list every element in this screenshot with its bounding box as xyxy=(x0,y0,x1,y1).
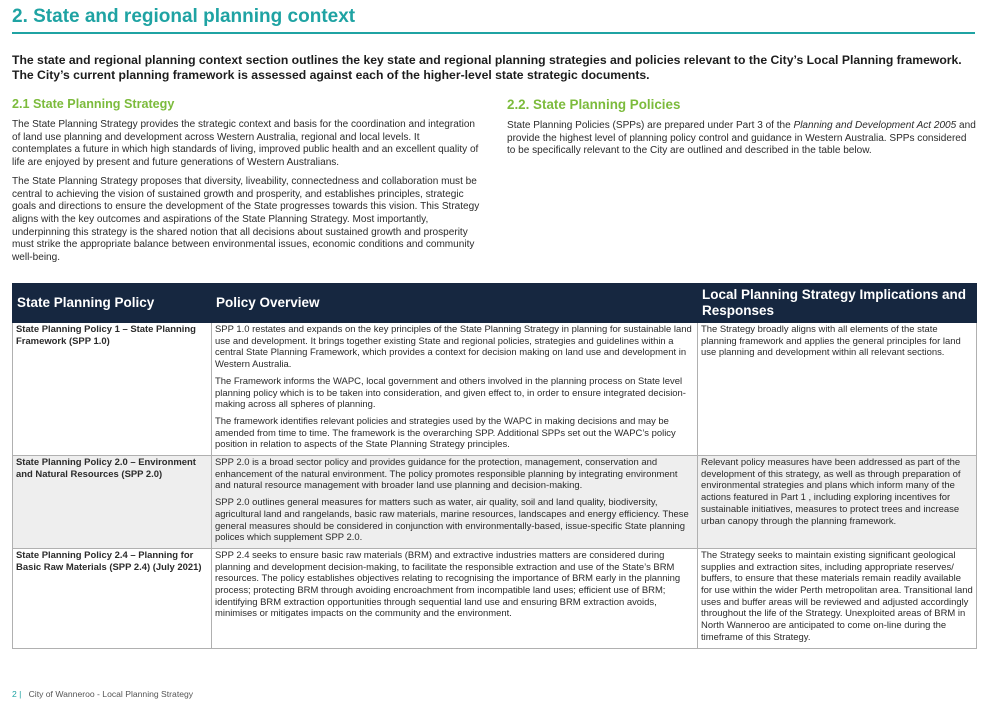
implications-cell: The Strategy broadly aligns with all elements of the state planning framework and applies the general principles for land use planning and development within all relevant sections. xyxy=(698,323,977,456)
policies-paragraph-end: and provide the highest level of planning policy control and guidance in Western Australia. SPPs considered to be specifically relevant to the City are outlined and described in the table below. xyxy=(507,120,976,157)
overview-paragraph: The Framework informs the WAPC, local government and others involved in the planning process on State level planning policy which is to be taken into consideration, and given effect to, in order to ensure integrated decision-making across all spheres of planning. xyxy=(215,375,686,411)
table-row xyxy=(13,456,977,549)
table-row xyxy=(13,548,977,648)
page-title: 2. State and regional planning context xyxy=(12,6,356,27)
page-footer xyxy=(12,689,193,699)
table-header-row xyxy=(13,284,977,323)
footer-text: City of Wanneroo - Local Planning Strategy xyxy=(28,689,194,699)
policy-overview-cell xyxy=(212,323,698,456)
strategy-paragraph: The State Planning Strategy proposes that diversity, liveability, connectedness and collaboration must be central to achieving the vision of sustained growth and prosperity, and establishes principles, strategic goals and directions to ensure the development of the State progresses towards this vision. This Strategy aligns with the key outcomes and aspirations of the State Planning Strategy. Most importantly, underpinning this strategy is the shared notion that all decisions about sustained growth and prosperity must strike the appropriate balance between environmental issues, economic conditions and community well-being. xyxy=(12,175,480,264)
strategy-paragraph: The State Planning Strategy provides the strategic context and basis for the coordination and integration of land use planning and development across Western Australia, regional and local levels. It contemplates a future in which high standards of living, improved public health and an excellent quality of life are enjoyed by present and future generations of Western Australians. xyxy=(12,119,479,169)
policies-paragraph-start: State Planning Policies (SPPs) are prepared under Part 3 of the xyxy=(507,120,794,131)
title-divider xyxy=(12,32,975,34)
state-planning-policies-section xyxy=(507,97,977,164)
act-name: Planning and Development Act 2005 xyxy=(793,120,957,131)
overview-paragraph: SPP 2.0 is a broad sector policy and provides guidance for the protection, management, conservation and enhancement of the natural environment. The policy promotes responsible planning by integrating environment and natural resource management with broader land use planning and decision-making. xyxy=(215,457,678,492)
policy-table xyxy=(12,283,977,649)
overview-paragraph: SPP 2.4 seeks to ensure basic raw materials (BRM) and extractive industries matters are considered during planning and development decision-making, to facilitate the responsible extraction and use of the State’s BRM resources. The policy establishes objectives relating to recognising the importance of BRM early in the planning process; protecting BRM through avoiding encroachment from incompatible land uses; efficient use of BRM; identifying BRM extraction opportunities through sequential land use and ensuring BRM extraction avoids, minimises or mitigates impacts on the community and the environment. xyxy=(215,549,681,620)
overview-paragraph: SPP 2.0 outlines general measures for matters such as water, air quality, soil and land quality, biodiversity, agricultural land and rangelands, basic raw materials, marine resources, landscapes and energy efficiency. These general measures should be considered in conjunction with environmentally-based, issue-specific State planning polices which supplement SPP 2.0. xyxy=(215,497,689,544)
state-planning-strategy-heading: 2.1 State Planning Strategy xyxy=(12,97,175,111)
policy-name-cell: State Planning Policy 2.4 – Planning for Basic Raw Materials (SPP 2.4) (July 2021) xyxy=(13,548,212,648)
column-header-overview: Policy Overview xyxy=(212,284,698,323)
intro-paragraph: The state and regional planning context section outlines the key state and regional planning strategies and policies relevant to the City’s Local Planning framework. The City’s current planning framework is assessed against each of the higher-level state strategic documents. xyxy=(12,53,962,82)
overview-paragraph: The framework identifies relevant policies and strategies used by the WAPC in making decisions and may be amended from time to time. The framework is the overarching SPP. Additional SPPs set out the WAPC’s policy position in relation to aspects of the State Planning Strategy principles. xyxy=(215,415,676,451)
state-planning-policies-heading: 2.2. State Planning Policies xyxy=(507,97,681,112)
policy-overview-cell xyxy=(212,548,698,648)
page-number: 2 | xyxy=(12,689,22,699)
implications-cell: Relevant policy measures have been addressed as part of the development of this strategy, as well as through preparation of environmental strategies and plans which inform many of the actions featured in Part 1 , including exploring incentives for sustainable initiatives, measures to protect trees and increase urban canopy through the planning framework. xyxy=(698,456,977,549)
policy-name-cell: State Planning Policy 2.0 – Environment and Natural Resources (SPP 2.0) xyxy=(13,456,212,549)
policy-name-cell: State Planning Policy 1 – State Planning Framework (SPP 1.0) xyxy=(13,323,212,456)
overview-paragraph: SPP 1.0 restates and expands on the key principles of the State Planning Strategy in planning for sustainable land use and development. It brings together existing State and regional policies, strategies and guidelines within a central State Planning Framework, which provides a context for decision making on land use and development in Western Australia. xyxy=(215,324,692,371)
column-header-policy: State Planning Policy xyxy=(13,284,212,323)
state-planning-strategy-section xyxy=(12,97,482,271)
policies-paragraph xyxy=(507,120,977,158)
column-header-implications: Local Planning Strategy Implications and Responses xyxy=(698,284,977,323)
policy-overview-cell xyxy=(212,456,698,549)
implications-cell: The Strategy seeks to maintain existing significant geological supplies and extraction sites, including appropriate reserves/ buffers, to ensure that these materials remain readily available for use within the wider Perth metropolitan area. Transitional land uses and buffer areas will be reviewed and adjusted accordingly throughout the life of the Strategy. Unexploited areas of BRM in North Wanneroo are anticipated to come on-line during the timeframe of this Strategy. xyxy=(698,548,977,648)
table-row xyxy=(13,323,977,456)
